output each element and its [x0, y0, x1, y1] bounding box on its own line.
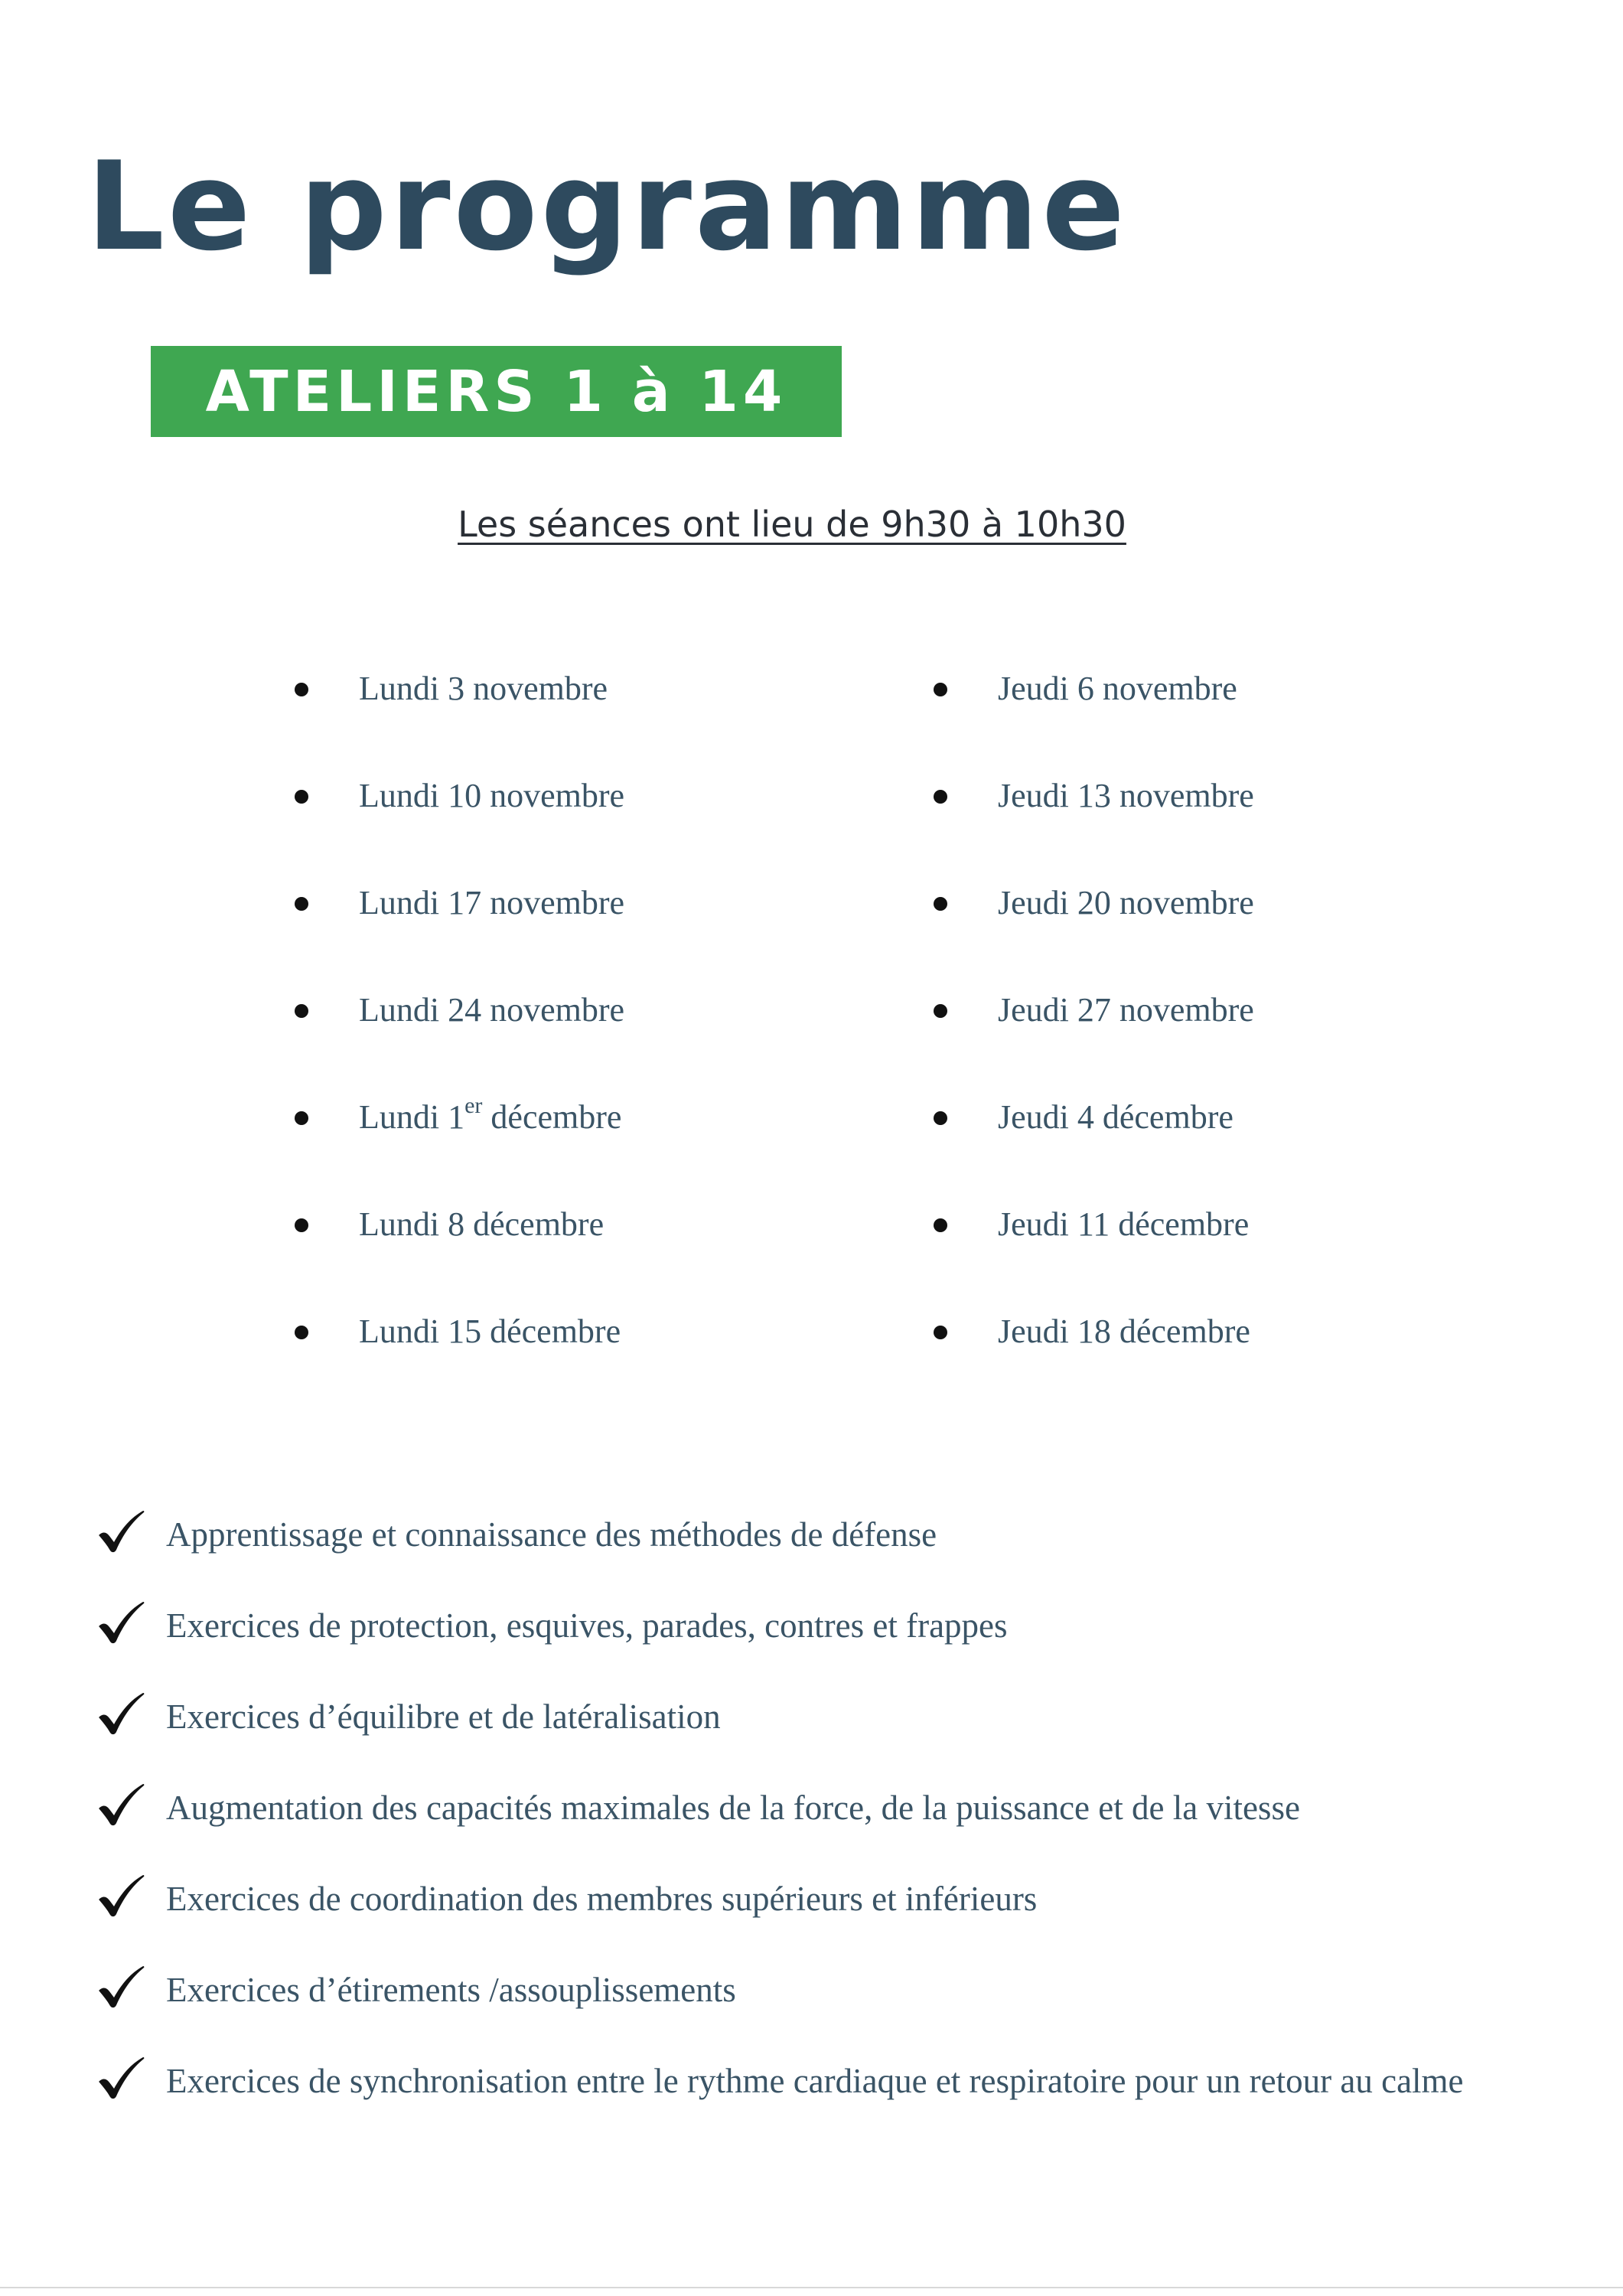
checkmark-icon [96, 1782, 146, 1828]
date-label: Jeudi 18 décembre [998, 1313, 1250, 1350]
date-label: Jeudi 13 novembre [998, 777, 1254, 814]
activity-item [96, 1686, 1464, 1777]
activity-label: Apprentissage et connaissance des méthodes de défense [166, 1515, 937, 1554]
checkmark-icon [96, 1508, 146, 1554]
activity-label: Exercices de coordination des membres supérieurs et inférieurs [166, 1880, 1038, 1918]
workshops-banner-label: ATELIERS 1 à 14 [205, 358, 787, 425]
bullet-dot-icon [934, 1326, 947, 1339]
date-label: Lundi 8 décembre [359, 1205, 605, 1243]
date-label-month: décembre [482, 1098, 622, 1136]
checkmark-icon [96, 1600, 146, 1645]
bullet-dot-icon [295, 1111, 308, 1125]
page-title: Le programme [86, 135, 1128, 278]
activities-list [96, 1504, 1464, 2141]
date-item [934, 1091, 1254, 1198]
bullet-dot-icon [934, 790, 947, 804]
date-item [295, 769, 624, 876]
bullet-dot-icon [295, 1326, 308, 1339]
date-item [934, 1305, 1254, 1412]
date-label: Lundi 15 décembre [359, 1313, 621, 1350]
activity-label: Exercices d’étirements /assouplissements [166, 1971, 736, 2009]
bullet-dot-icon [934, 897, 947, 911]
date-label: Jeudi 6 novembre [998, 670, 1237, 707]
checkmark-icon [96, 1691, 146, 1737]
date-label: Lundi 3 novembre [359, 670, 608, 707]
bullet-dot-icon [934, 683, 947, 696]
date-item [934, 1198, 1254, 1305]
date-label: Jeudi 4 décembre [998, 1098, 1234, 1136]
date-label [359, 1093, 622, 1136]
date-item [934, 876, 1254, 983]
date-label: Jeudi 20 novembre [998, 884, 1254, 921]
date-label: Lundi 17 novembre [359, 884, 625, 921]
bullet-dot-icon [934, 1111, 947, 1125]
activity-item [96, 1595, 1464, 1686]
date-item [295, 662, 624, 769]
activity-item [96, 1504, 1464, 1595]
date-item [934, 769, 1254, 876]
activity-label: Exercices d’équilibre et de latéralisation [166, 1698, 721, 1736]
activity-label: Augmentation des capacités maximales de la force, de la puissance et de la vitesse [166, 1789, 1300, 1827]
activity-label: Exercices de synchronisation entre le rythme cardiaque et respiratoire pour un retour au calme [166, 2062, 1464, 2100]
checkmark-icon [96, 2055, 146, 2101]
checkmark-icon [96, 1964, 146, 2010]
schedule-note: Les séances ont lieu de 9h30 à 10h30 [458, 504, 1126, 545]
activity-item [96, 1959, 1464, 2050]
date-item [295, 983, 624, 1091]
date-label: Lundi 10 novembre [359, 777, 625, 814]
bullet-dot-icon [295, 1004, 308, 1018]
date-item [295, 1091, 624, 1198]
bullet-dot-icon [295, 897, 308, 911]
bullet-dot-icon [934, 1004, 947, 1018]
bullet-dot-icon [934, 1218, 947, 1232]
date-label-prefix: Lundi 1 [359, 1098, 465, 1136]
date-item [295, 1198, 624, 1305]
date-item [934, 662, 1254, 769]
activity-item [96, 2050, 1464, 2141]
thursday-dates-list [934, 662, 1254, 1412]
date-label: Jeudi 27 novembre [998, 991, 1254, 1029]
workshops-banner [151, 346, 842, 437]
date-item [934, 983, 1254, 1091]
monday-dates-list [295, 662, 624, 1412]
activity-item [96, 1868, 1464, 1959]
checkmark-icon [96, 1873, 146, 1919]
activity-label: Exercices de protection, esquives, parades, contres et frappes [166, 1606, 1008, 1645]
date-item [295, 1305, 624, 1412]
bullet-dot-icon [295, 1218, 308, 1232]
bullet-dot-icon [295, 790, 308, 804]
ordinal-suffix: er [464, 1093, 483, 1118]
bullet-dot-icon [295, 683, 308, 696]
date-label: Jeudi 11 décembre [998, 1205, 1250, 1243]
date-item [295, 876, 624, 983]
page-bottom-rule [0, 2287, 1623, 2288]
activity-item [96, 1777, 1464, 1868]
date-label: Lundi 24 novembre [359, 991, 625, 1029]
